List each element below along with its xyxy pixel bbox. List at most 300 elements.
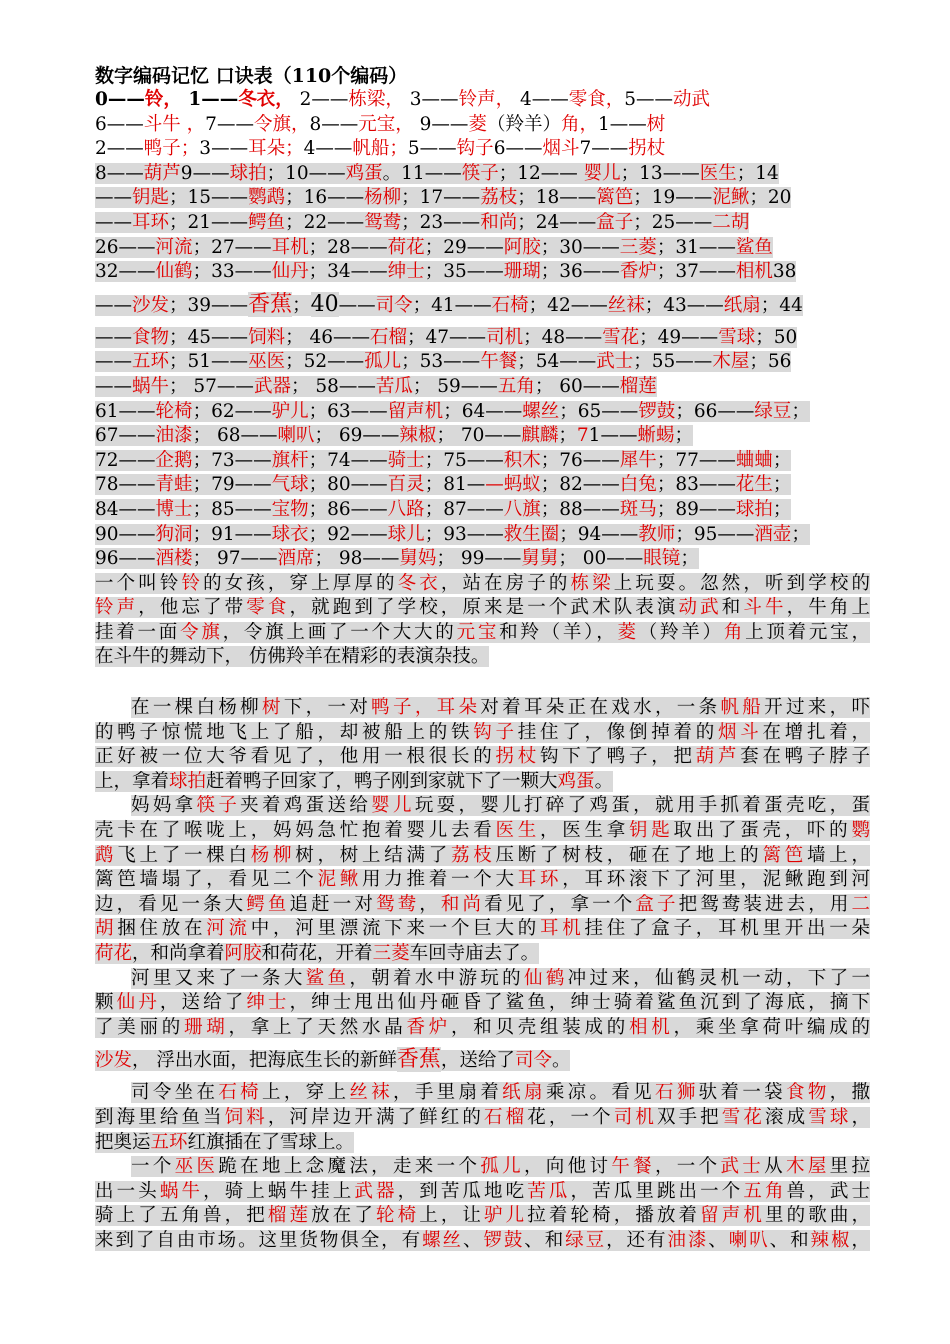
plain-text: ，拿上了天然水晶: [228, 1016, 407, 1038]
plain-text: 冲过来，仙鹤灵机一动，下了一: [567, 967, 870, 989]
keyword-text: 眼镜: [643, 548, 681, 570]
plain-text: ；65——: [559, 400, 639, 422]
keyword-text: 司令: [375, 294, 413, 316]
keyword-text: 犀牛: [619, 449, 657, 471]
plain-text: ；43——: [644, 294, 724, 316]
keyword-text: 救生圈: [503, 523, 560, 545]
keyword-text: 钩子: [473, 721, 518, 743]
plain-text: ；: [772, 474, 792, 496]
keyword-text: 榴莲: [619, 375, 657, 397]
plain-text: ；64——: [443, 400, 523, 422]
plain-text: 在斗牛的舞动下， 仿佛羚羊在精彩的表演杂技。: [95, 646, 490, 668]
keyword-text: 树: [261, 697, 284, 719]
plain-text: （羚羊）: [486, 113, 561, 135]
plain-text: 一个: [131, 1156, 175, 1178]
code-table-line: [95, 375, 870, 400]
plain-text: ；83——: [656, 474, 736, 496]
keyword-text: 钥匙: [132, 187, 170, 209]
keyword-text: 阿胶: [224, 943, 262, 964]
keyword-text: 锣鼓: [483, 1229, 525, 1251]
plain-text: ——: [95, 326, 132, 348]
plain-text: 78——: [95, 474, 156, 496]
story-line: [95, 942, 870, 967]
plain-text: 5——: [407, 138, 457, 160]
plain-text: ——: [95, 375, 132, 397]
plain-text: ；53——: [401, 351, 481, 373]
plain-text: ，: [419, 893, 441, 915]
plain-text: ，送给了: [440, 1050, 515, 1072]
plain-text: ；91——: [192, 523, 272, 545]
keyword-text: 帆船: [720, 697, 765, 719]
keyword-text: 鹦: [851, 820, 870, 842]
keyword-text: 午餐: [611, 1156, 655, 1178]
keyword-text: 花生: [735, 474, 773, 496]
keyword-text: 泥鳅: [317, 869, 362, 891]
plain-text: ；15——: [169, 187, 249, 209]
plain-text: 正好被一位大爷看见了，他用一根很长的: [95, 746, 496, 768]
code-table-line: [95, 137, 870, 162]
plain-text: 从: [764, 1156, 786, 1178]
plain-text: ，: [851, 1106, 870, 1128]
keyword-text: 三菱: [619, 236, 657, 258]
plain-text: ——: [95, 351, 132, 373]
plain-text: 赶着鸭子回家了，鸭子刚到家就下了一颗大: [206, 770, 558, 792]
plain-text: 钩下了鸭子，把: [539, 746, 696, 768]
keyword-text: 螺丝: [522, 400, 560, 422]
keyword-text: 菱: [617, 621, 639, 643]
story-line: [95, 893, 870, 918]
keyword-text: 拐杖: [628, 138, 666, 160]
plain-text: 在增扎着，: [762, 721, 870, 743]
plain-text: 上顶着元宝，: [745, 621, 870, 643]
keyword-text: 泥鳅: [712, 187, 750, 209]
keyword-text: 青蛙: [155, 474, 193, 496]
plain-text: 挂住了，像倒掉着的: [517, 721, 718, 743]
keyword-text: 辣椒: [399, 425, 437, 447]
keyword-text: 筷子: [461, 162, 499, 184]
plain-text: ——: [95, 294, 132, 316]
keyword-text: 石榴: [370, 326, 408, 348]
plain-text: ；93——: [424, 523, 504, 545]
code-table-line: [95, 186, 870, 211]
keyword-text: 葫芦: [143, 162, 181, 184]
plain-text: ；82——: [540, 474, 620, 496]
keyword-text: 耳朵；: [248, 138, 304, 160]
plain-text: 边，看见一条大: [95, 893, 247, 915]
story-line: [95, 1229, 870, 1254]
keyword-text: 三菱: [372, 943, 410, 964]
keyword-text: 驴儿: [271, 400, 309, 422]
plain-text: ； 70——: [436, 425, 522, 447]
keyword-text: 鸭子，耳朵: [371, 697, 481, 719]
plain-text: ；33——: [192, 261, 272, 283]
plain-text: ；79——: [192, 474, 272, 496]
plain-text: 里的歌曲，: [765, 1205, 870, 1227]
plain-text: 把鸳鸯装进去，用: [678, 893, 852, 915]
keyword-text: 相机: [735, 261, 773, 283]
keyword-text: 司令: [514, 1050, 552, 1072]
keyword-text: 博士: [155, 498, 193, 520]
story-line: [95, 868, 870, 893]
keyword-text: 旗杆: [271, 449, 309, 471]
plain-text: 9——: [413, 113, 469, 135]
plain-text: 6——: [95, 113, 144, 135]
plain-text: ，耳环滚下了河里，泥鳅跑到河: [562, 869, 870, 891]
plain-text: ；66——: [675, 400, 755, 422]
keyword-text: 动武: [673, 89, 711, 110]
plain-text: 夹着鸡蛋送给: [240, 795, 372, 817]
plain-text: 来到了自由市场。这里货物俱全，有: [95, 1229, 423, 1251]
keyword-text: 蜗牛: [132, 375, 170, 397]
keyword-text: 栋梁，: [348, 89, 404, 110]
keyword-text: 荔枝: [480, 187, 518, 209]
keyword-text: 河流: [206, 918, 251, 940]
plain-text: ；48——: [523, 326, 603, 348]
plain-text: ；55——: [633, 351, 713, 373]
plain-text: ；86——: [308, 498, 388, 520]
plain-text: ；87——: [424, 498, 504, 520]
plain-text: 5——: [454, 261, 504, 283]
code-table-line: [95, 473, 870, 498]
plain-text: 双手把: [656, 1106, 722, 1128]
keyword-text: 五角: [743, 1180, 787, 1202]
plain-text: 追赶一对: [289, 893, 376, 915]
keyword-text: 元宝，: [358, 113, 414, 135]
plain-text: 一个叫铃: [95, 572, 182, 594]
plain-text: ；89——: [656, 498, 736, 520]
plain-text: ；95——: [675, 523, 755, 545]
plain-text: 7——: [579, 138, 629, 160]
plain-text: ； 59——: [412, 375, 498, 397]
keyword-text: 驴儿: [484, 1205, 528, 1227]
keyword-text: 孤儿: [480, 1156, 524, 1178]
keyword-text: 酒楼: [155, 548, 193, 570]
keyword-text: 苦瓜: [527, 1180, 571, 1202]
plain-text: ； 46——: [285, 326, 370, 348]
plain-text: 颗: [95, 992, 117, 1014]
plain-text: ；62——: [192, 400, 272, 422]
keyword-text: 八路: [387, 498, 425, 520]
plain-text: ；3: [424, 261, 455, 283]
plain-text: ；45——: [169, 326, 249, 348]
keyword-text: 角，: [560, 113, 598, 135]
plain-text: ，令旗上画了一个大大的: [222, 621, 457, 643]
keyword-text: 油漆: [667, 1229, 709, 1251]
keyword-text: 五角: [497, 375, 535, 397]
keyword-text: 雪球: [718, 326, 756, 348]
plain-text: ；25——: [633, 211, 713, 233]
keyword-text: 饲料: [224, 1106, 268, 1128]
keyword-text: 苦瓜: [375, 375, 413, 397]
keyword-text: 孤儿: [364, 351, 402, 373]
keyword-text: 荷花: [95, 943, 133, 964]
plain-text: 挂住了盒子，耳机里开出一朵: [584, 918, 870, 940]
keyword-text: 盒子: [635, 893, 679, 915]
plain-text: ；23——: [401, 211, 481, 233]
keyword-text: 菱: [468, 113, 487, 135]
plain-text: ；42——: [528, 294, 608, 316]
story-line: [95, 844, 870, 869]
plain-text: 司令坐在: [131, 1082, 219, 1104]
keyword-text: 木屋: [712, 351, 750, 373]
keyword-text: 球衣: [271, 523, 309, 545]
keyword-text: 葫芦: [695, 746, 741, 768]
plain-text: ；85——: [192, 498, 272, 520]
plain-text: ，绅士甩出仙丹砸昏了鲨鱼，绅士骑着鲨鱼沉到了海底，摘下: [289, 992, 870, 1014]
plain-text: ； 98——: [314, 548, 400, 570]
keyword-text: 白兔: [619, 474, 657, 496]
plain-text: 兽，武士: [786, 1180, 870, 1202]
plain-text: 4——: [514, 89, 569, 110]
keyword-text: 阿胶: [503, 236, 541, 258]
story-line: [95, 1016, 870, 1041]
plain-text: 压断了树枝，砸在了地上的: [495, 844, 763, 866]
story-line: [95, 819, 870, 844]
keyword-text: 石椅: [491, 294, 529, 316]
plain-text: ；39——: [169, 294, 249, 316]
plain-text: 车回寺庙去了。: [409, 943, 540, 964]
keyword-text: 饲料: [248, 326, 286, 348]
story-line: [95, 967, 870, 992]
plain-text: 3——: [199, 138, 249, 160]
document-page: [95, 64, 870, 1254]
keyword-text: 筷子: [196, 795, 241, 817]
plain-text: ； 97——: [192, 548, 278, 570]
plain-text: ；14: [736, 162, 779, 184]
page-title: 数字编码记忆 口诀表（110个编码）: [95, 65, 408, 87]
plain-text: ，还有: [606, 1229, 668, 1251]
plain-text: 捆住放在: [117, 918, 207, 940]
keyword-text: 胡: [95, 918, 118, 940]
plain-text: ；18——: [517, 187, 597, 209]
plain-text: ，撒: [829, 1082, 870, 1104]
keyword-text: 辣椒: [810, 1229, 852, 1251]
plain-text: 套在鸭子脖子: [740, 746, 870, 768]
story-paragraph: [95, 1155, 870, 1253]
plain-text: ，和尚拿着: [132, 943, 225, 964]
plain-text: 1——: [181, 89, 239, 110]
plain-text: 跪在地上念魔法，走来一个: [218, 1156, 481, 1178]
code-table-line: [95, 236, 870, 261]
plain-text: 出一头: [95, 1180, 160, 1202]
plain-text: 放在了: [311, 1205, 376, 1227]
keyword-text: 麒麟: [521, 425, 559, 447]
keyword-text: 元宝: [456, 621, 500, 643]
keyword-text: 鸭子；: [143, 138, 200, 160]
plain-text: 在一棵白杨柳: [131, 697, 262, 719]
plain-text: 开过来，吓: [764, 697, 870, 719]
keyword-text: 耳机: [271, 236, 309, 258]
plain-text: 2——: [293, 89, 349, 110]
code-table-line: [95, 400, 870, 425]
keyword-text: 盒子: [596, 211, 634, 233]
plain-text: 河里又来了一条大: [131, 967, 306, 989]
plain-text: 8——: [309, 113, 359, 135]
plain-text: 取出了蛋壳，吓的: [673, 820, 852, 842]
plain-text: 中，河里漂流下来一个巨大的: [250, 918, 540, 940]
plain-text: 花，一个: [527, 1106, 614, 1128]
story-line: [95, 1040, 870, 1081]
plain-text: 4——: [303, 138, 353, 160]
plain-text: ；52——: [285, 351, 365, 373]
plain-text: ；50: [755, 326, 798, 348]
plain-text: ；47——: [407, 326, 487, 348]
keyword-text: 鲨鱼: [735, 236, 773, 258]
plain-text: 上，拿着: [95, 770, 170, 792]
keyword-text: 骑士: [387, 449, 425, 471]
story-line: [95, 745, 870, 770]
code-table-line: [95, 523, 870, 548]
code-table-line: [95, 547, 870, 572]
keyword-text: 企鹅: [155, 449, 193, 471]
keyword-text: 烟斗: [717, 721, 763, 743]
story-line: [95, 1204, 870, 1229]
keyword-text: 铃声，: [458, 89, 515, 110]
keyword-text: 木屋: [785, 1156, 830, 1178]
keyword-text: 喇叭: [728, 1229, 770, 1251]
plain-text: ；44: [760, 294, 803, 316]
plain-text: ； 57——: [169, 375, 254, 397]
code-table-line: [95, 326, 870, 351]
plain-text: ，朝着水中游玩的: [349, 967, 524, 989]
keyword-text: 五环: [150, 1131, 188, 1153]
plain-text: ；: [791, 523, 810, 545]
plain-text: ；51——: [169, 351, 249, 373]
keyword-text: 绅士: [387, 261, 425, 283]
plain-text: 上，让: [419, 1205, 485, 1227]
plain-text: ——: [95, 211, 132, 233]
keyword-text: 钥匙: [628, 820, 674, 842]
plain-text: ；: [772, 498, 792, 520]
plain-text: ，医生拿: [539, 820, 629, 842]
keyword-text: 鸳鸯: [375, 893, 420, 915]
plain-text: ，到苦瓜地吃: [397, 1180, 528, 1202]
keyword-text: 丝袜: [349, 1082, 393, 1104]
keyword-text: 蛐蛐: [735, 449, 773, 471]
plain-text: ；17——: [401, 187, 481, 209]
plain-text: ； 00——: [558, 548, 644, 570]
keyword-text: 球儿: [387, 523, 425, 545]
plain-text: ，向他讨: [523, 1156, 612, 1178]
plain-text: 40: [310, 291, 339, 317]
keyword-text: 冬衣: [397, 572, 441, 594]
plain-text: 96——: [95, 548, 156, 570]
plain-text: 61——: [95, 400, 156, 422]
story-line: [95, 645, 870, 670]
keyword-text: 球拍: [735, 498, 773, 520]
keyword-text: 香蕉: [396, 1047, 441, 1073]
plain-text: ；: [292, 294, 311, 316]
plain-text: ；49——: [639, 326, 719, 348]
keyword-text: 铃: [181, 572, 204, 594]
plain-text: 看见了，拿一个: [484, 893, 636, 915]
plain-text: ；74——: [308, 449, 388, 471]
keyword-text: 篱笆: [596, 187, 634, 209]
plain-text: ；80——: [308, 474, 388, 496]
plain-text: 上玩耍。忽然，听到学校的: [613, 572, 870, 594]
keyword-text: 香炉: [406, 1016, 451, 1038]
keyword-text: 鸡蛋: [345, 162, 383, 184]
plain-text: 67——: [95, 425, 156, 447]
plain-text: 90——: [95, 523, 156, 545]
plain-text: 了美丽的: [95, 1016, 184, 1038]
plain-text: 篱笆墙塌了，看见二个: [95, 869, 318, 891]
plain-text: ；63——: [308, 400, 388, 422]
plain-text: 和荷花，开着: [261, 943, 373, 964]
keyword-text: 帆船；: [352, 138, 408, 160]
story-line: [95, 621, 870, 646]
plain-text: ，就跑到了学校，原来是一个武术队表演: [289, 597, 679, 619]
keyword-text: 杨柳: [250, 844, 296, 866]
plain-text: ；54——: [517, 351, 597, 373]
plain-text: ； 60——: [534, 375, 620, 397]
keyword-text: 珊瑚: [503, 261, 541, 283]
keyword-text: 榴莲: [267, 1205, 312, 1227]
plain-text: 72——: [95, 449, 156, 471]
keyword-text: 沙发: [132, 294, 170, 316]
keyword-text: 动武: [678, 597, 722, 619]
plain-text: ； 58——: [290, 375, 376, 397]
plain-text: 乘凉。看见: [545, 1082, 655, 1104]
keyword-text: 铃声: [95, 597, 139, 619]
keyword-text: 食物: [132, 326, 170, 348]
plain-text: 。: [594, 770, 614, 792]
code-table-line: [95, 350, 870, 375]
plain-text: 6——: [493, 138, 543, 160]
keyword-text: 二: [851, 893, 870, 915]
keyword-text: 雪花: [721, 1106, 766, 1128]
keyword-text: 树: [646, 113, 666, 135]
plain-text: ，他忘了带: [138, 597, 247, 619]
story-line: [95, 572, 870, 597]
keyword-text: 丝袜: [607, 294, 645, 316]
keyword-text: 香炉: [619, 261, 657, 283]
plain-text: 下，一对: [283, 697, 372, 719]
plain-text: 的女孩，穿上厚厚的: [203, 572, 398, 594]
keyword-text: 篱笆: [762, 844, 807, 866]
code-table-line: [95, 162, 870, 187]
keyword-text: 狗洞: [155, 523, 193, 545]
keyword-text: 司机: [613, 1106, 657, 1128]
story-line: [95, 721, 870, 746]
keyword-text: 绿豆: [565, 1229, 607, 1251]
keyword-text: 相机: [628, 1016, 674, 1038]
keyword-text: 烟斗: [542, 138, 580, 160]
story-line: [95, 1155, 870, 1180]
story-paragraph: [95, 572, 870, 670]
plain-text: ；: [791, 400, 810, 422]
plain-text: 84——: [95, 498, 156, 520]
plain-text: ；73——: [192, 449, 272, 471]
keyword-text: 雪花: [602, 326, 640, 348]
story-line: [95, 1081, 870, 1106]
plain-text: ；27——: [192, 236, 272, 258]
keyword-text: 仙鹤: [523, 967, 568, 989]
keyword-text: 斑马: [619, 498, 657, 520]
plain-text: ，和贝壳组装成的: [450, 1016, 629, 1038]
keyword-text: 武士: [720, 1156, 765, 1178]
keyword-text: 鹦鹉: [248, 187, 286, 209]
plain-text: 和羚（羊），: [499, 621, 618, 643]
keyword-text: 留声机: [700, 1205, 766, 1227]
code-table-line: [95, 498, 870, 523]
plain-text: 、和: [769, 1229, 811, 1251]
plain-text: ；36——: [540, 261, 620, 283]
plain-text: ；56: [749, 351, 792, 373]
keyword-text: 医生: [495, 820, 540, 842]
plain-text: 38: [772, 261, 797, 283]
plain-text: ；13——: [620, 162, 700, 184]
